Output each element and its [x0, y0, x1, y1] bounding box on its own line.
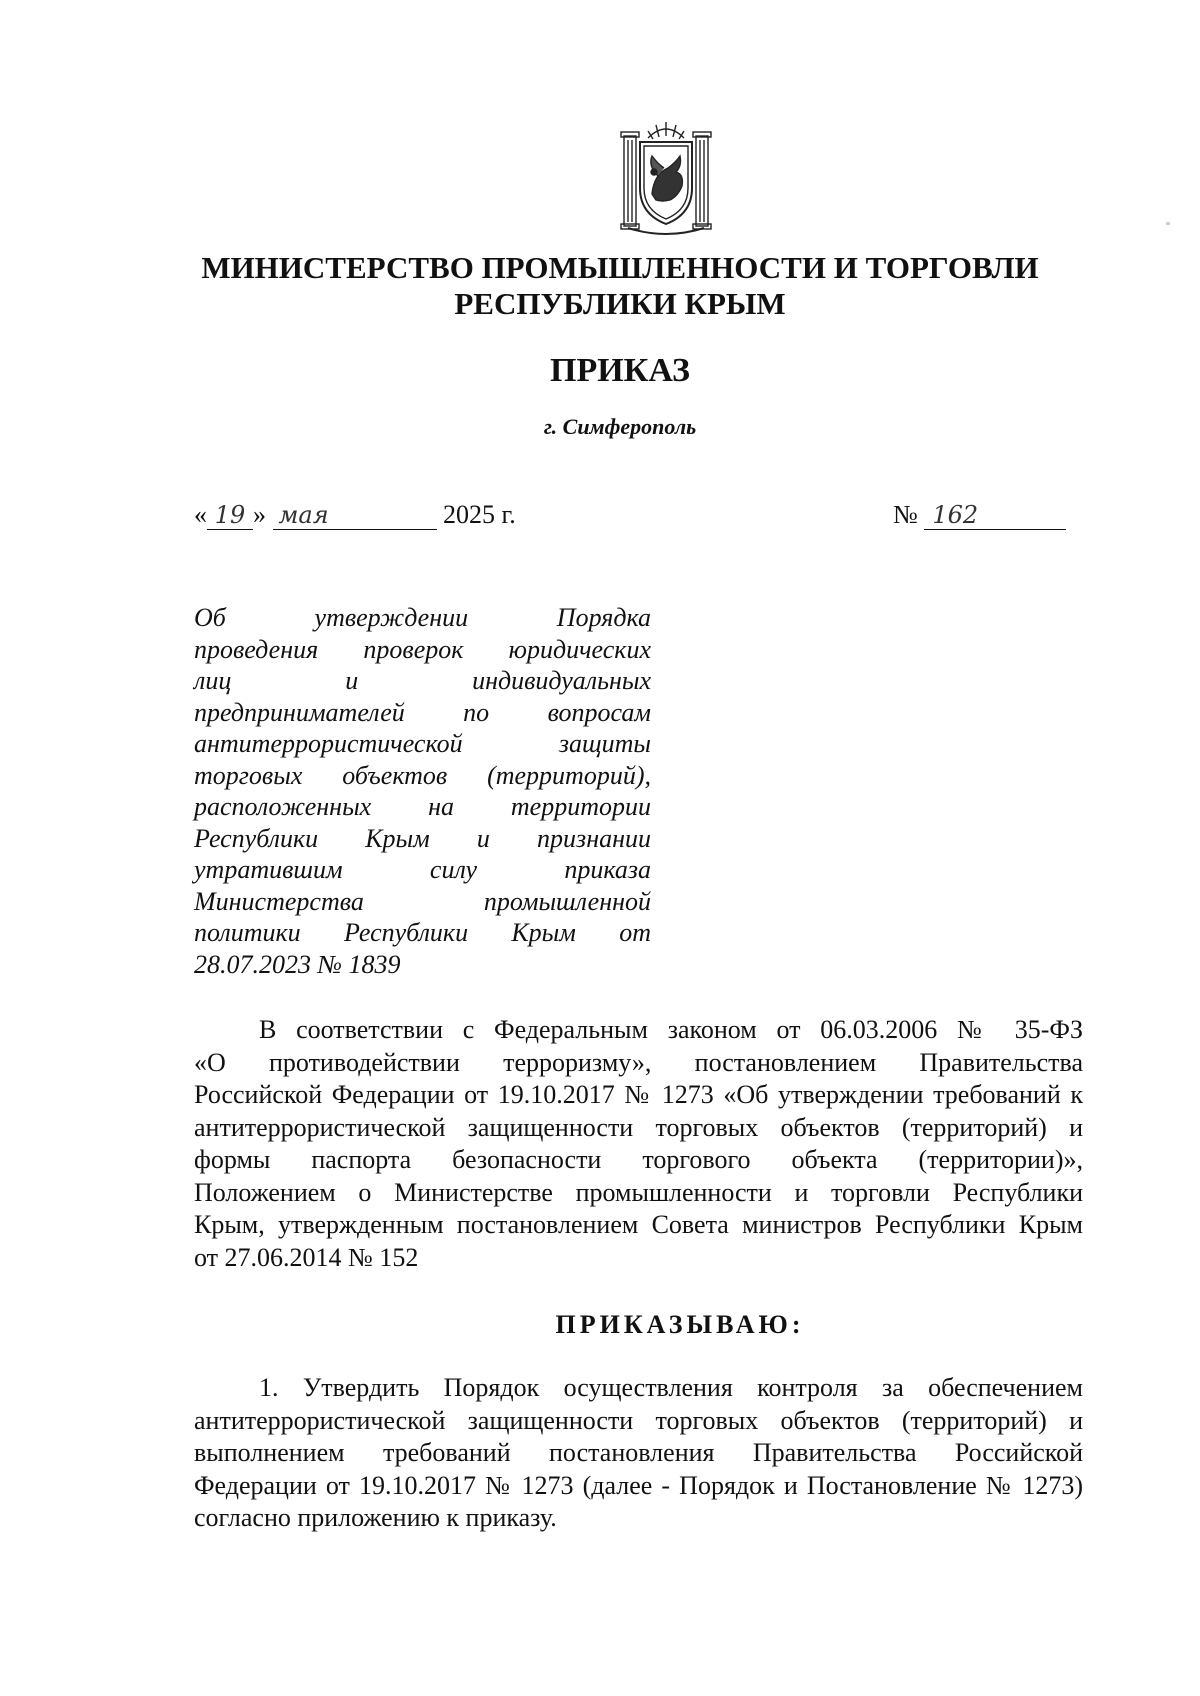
point-line: Федерации от 19.10.2017 № 1273 (далее - Порядок и Постановление № 1273) — [194, 1470, 1083, 1500]
preamble-line: антитеррористической защищенности торговых объектов (территорий) и — [194, 1112, 1083, 1142]
ministry-name-line1: МИНИСТЕРСТВО ПРОМЫШЛЕННОСТИ И ТОРГОВЛИ — [201, 250, 1039, 285]
ministry-name-line2: РЕСПУБЛИКИ КРЫМ — [454, 286, 786, 321]
subject-line: 28.07.2023 № 1839 — [194, 949, 401, 979]
subject-line: политики Республики Крым от — [194, 918, 651, 947]
subject-line: лиц и индивидуальных — [194, 666, 651, 695]
orders-heading: ПРИКАЗЫВАЮ: — [555, 1310, 805, 1339]
date-close-quote: » — [253, 500, 266, 529]
preamble-line: от 27.06.2014 № 152 — [194, 1242, 419, 1272]
crimea-coat-of-arms-icon — [618, 116, 714, 238]
subject-line: торговых объектов (территорий), — [194, 760, 651, 790]
point-line: 1. Утвердить Порядок осуществления контроля за обеспечением — [259, 1373, 1083, 1402]
point-line: выполнением требований постановления Правительства Российской — [194, 1438, 1083, 1467]
date-day: 19 — [207, 501, 253, 530]
subject-line: Республики Крым и признании — [194, 823, 651, 853]
document-title: ПРИКАЗ — [550, 352, 690, 389]
document-subject — [194, 602, 651, 980]
preamble-line: формы паспорта безопасности торгового объекта (территории)», — [194, 1145, 1083, 1174]
subject-line: расположенных на территории — [194, 792, 651, 821]
date-month: мая — [273, 501, 437, 530]
preamble-line: Крым, утвержденным постановлением Совета министров Республики Крым — [194, 1210, 1083, 1239]
document-number — [893, 500, 1066, 530]
number-value: 162 — [924, 501, 1066, 530]
date-year: 2025 г. — [443, 500, 516, 529]
point-line: согласно приложению к приказу. — [194, 1503, 557, 1532]
preamble-line: «О противодействии терроризму», постановлением Правительства — [194, 1047, 1083, 1077]
subject-line: проведения проверок юридических — [194, 634, 651, 664]
document-city: г. Симферополь — [543, 414, 697, 439]
subject-line: предпринимателей по вопросам — [194, 697, 651, 727]
order-point-1 — [194, 1372, 1083, 1535]
subject-line: Министерства промышленной — [194, 886, 651, 916]
scan-speck — [1166, 222, 1170, 225]
document-date — [194, 500, 516, 530]
preamble-line: В соответствии с Федеральным законом от 06.03.2006 № 35-ФЗ — [259, 1015, 1083, 1044]
subject-line: утратившим силу приказа — [194, 855, 651, 884]
subject-line: Об утверждении Порядка — [194, 603, 651, 632]
date-open-quote: « — [194, 500, 207, 529]
preamble-line: Положением о Министерстве промышленности и торговли Республики — [194, 1177, 1083, 1207]
preamble-line: Российской Федерации от 19.10.2017 № 1273 «Об утверждении требований к — [194, 1080, 1083, 1109]
ministry-name — [180, 250, 1060, 322]
subject-line: антитеррористической защиты — [194, 729, 651, 758]
number-label: № — [893, 500, 918, 529]
point-line: антитеррористической защищенности торговых объектов (территорий) и — [194, 1405, 1083, 1435]
preamble — [194, 1014, 1083, 1274]
